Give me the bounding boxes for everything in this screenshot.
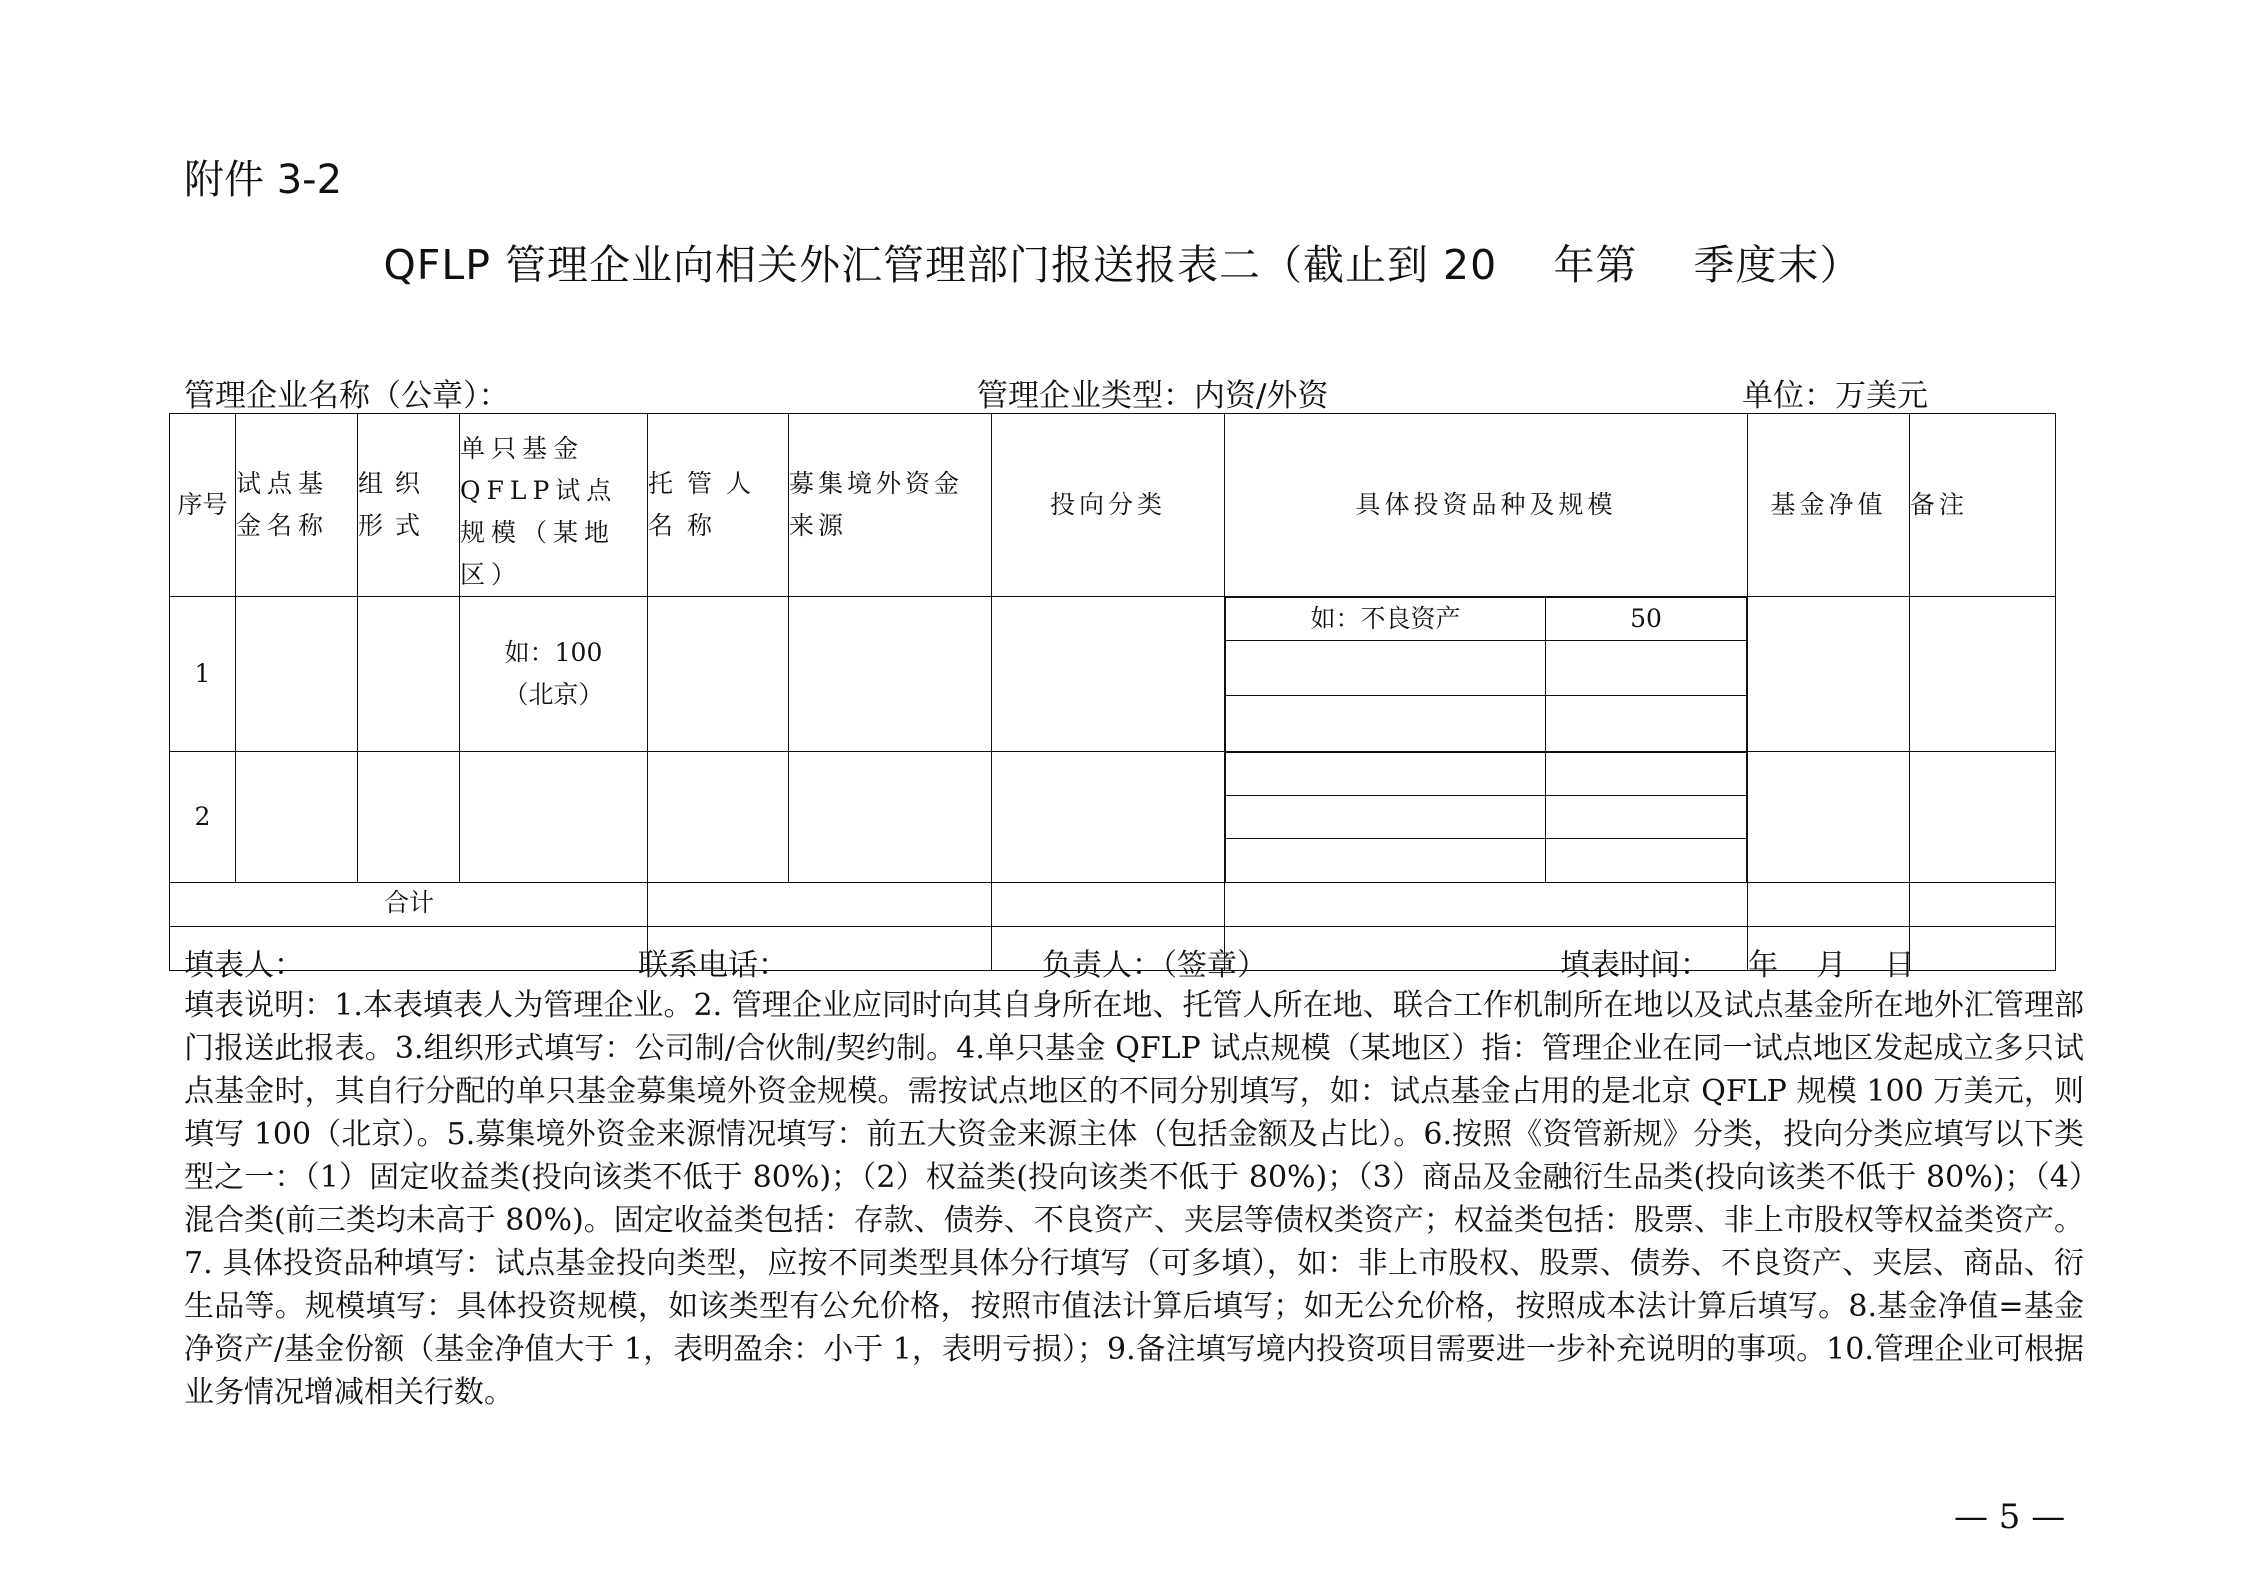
org-form-cell bbox=[358, 597, 460, 752]
detail-value bbox=[1546, 641, 1747, 696]
total-row bbox=[170, 882, 2056, 926]
detail-item bbox=[1226, 696, 1546, 751]
row-seq: 1 bbox=[170, 597, 236, 752]
company-type-label: 管理企业类型：内资/外资 bbox=[977, 378, 1329, 414]
total-cell bbox=[1910, 882, 2056, 926]
scale-cell bbox=[460, 597, 648, 752]
fund-name-cell bbox=[236, 752, 358, 883]
detail-item bbox=[1226, 796, 1546, 839]
details-subtable bbox=[1225, 597, 1747, 751]
scale-value: 如：100 bbox=[504, 638, 603, 667]
filler-label: 填表人： bbox=[184, 948, 304, 983]
fill-instructions: 填表说明：1.本表填表人为管理企业。2. 管理企业应同时向其自身所在地、托管人所在地、联合工作机制所在地以及试点基金所在地外汇管理部门报送此报表。3.组织形式填写：公司制/合伙制/契约制。4.单只基金 QFLP 试点规模（某地区）指：管理企业在同一试点地区发起成立多只试点基金时，其自行分配的单只基金募集境外资金规模。需按试点地区的不同分别填写，如：试点基金占用的是北京 QFLP 规模 100 万美元，则填写 100（北京）。5.募集境外资金来源情况填写：前五大资金来源主体（包括金额及占比）。6.按照《资管新规》分类，投向分类应填写以下类型之一：（1）固定收益类(投向该类不低于 80%)；（2）权益类(投向该类不低于 80%)；（3）商品及金融衍生品类(投向该类不低于 80%)；（4）混合类(前三类均未高于 80%)。固定收益类包括：存款、债券、不良资产、夹层等债权类资产；权益类包括：股票、非上市股权等权益类资产。7. 具体投资品种填写：试点基金投向类型，应按不同类型具体分行填写（可多填），如：非上市股权、股票、债券、不良资产、夹层、商品、衍生品等。规模填写：具体投资规模，如该类型有公允价格，按照市值法计算后填写；如无公允价格，按照成本法计算后填写。8.基金净值=基金净资产/基金份额（基金净值大于 1，表明盈余：小于 1，表明亏损）；9.备注填写境内投资项目需要进一步补充说明的事项。10.管理企业可根据业务情况增减相关行数。 bbox=[184, 988, 2084, 1410]
detail-value bbox=[1546, 839, 1747, 882]
detail-value bbox=[1546, 753, 1747, 796]
col-header-nav: 基金净值 bbox=[1748, 414, 1910, 597]
table-row bbox=[170, 597, 2056, 752]
source-cell bbox=[789, 752, 992, 883]
total-cell bbox=[1748, 882, 1910, 926]
remark-cell bbox=[1910, 597, 2056, 752]
details-subtable bbox=[1225, 752, 1747, 882]
col-header-scale: 单只基金QFLP试点规模（某地区） bbox=[460, 414, 648, 597]
detail-value bbox=[1546, 796, 1747, 839]
total-cell bbox=[992, 882, 1225, 926]
nav-cell bbox=[1748, 597, 1910, 752]
col-header-org-form: 组织形式 bbox=[358, 414, 460, 597]
col-header-source: 募集境外资金来源 bbox=[789, 414, 992, 597]
detail-value: 50 bbox=[1546, 598, 1747, 641]
fund-name-cell bbox=[236, 597, 358, 752]
blank-cell bbox=[1910, 926, 2056, 970]
col-header-seq: 序号 bbox=[170, 414, 236, 597]
col-header-details: 具体投资品种及规模 bbox=[1225, 414, 1748, 597]
direction-cell bbox=[992, 752, 1225, 883]
custodian-cell bbox=[648, 752, 789, 883]
nav-cell bbox=[1748, 752, 1910, 883]
total-cell bbox=[1225, 882, 1748, 926]
details-cell bbox=[1225, 752, 1748, 883]
company-name-label: 管理企业名称（公章）： bbox=[184, 378, 510, 414]
phone-label: 联系电话： bbox=[638, 948, 788, 983]
detail-item bbox=[1226, 753, 1546, 796]
remark-cell bbox=[1910, 752, 2056, 883]
col-header-custodian: 托管人名称 bbox=[648, 414, 789, 597]
report-table bbox=[169, 413, 2056, 971]
row-seq: 2 bbox=[170, 752, 236, 883]
col-header-fund-name: 试点基金名称 bbox=[236, 414, 358, 597]
scale-cell bbox=[460, 752, 648, 883]
col-header-remark: 备注 bbox=[1910, 414, 2056, 597]
source-cell bbox=[789, 597, 992, 752]
unit-label: 单位：万美元 bbox=[1742, 378, 1928, 414]
total-cell bbox=[648, 882, 992, 926]
fill-time-label: 填表时间： 年 月 日 bbox=[1560, 948, 1915, 983]
custodian-cell bbox=[648, 597, 789, 752]
total-label: 合计 bbox=[170, 882, 648, 926]
page-number: — 5 — bbox=[1954, 1497, 2066, 1537]
direction-cell bbox=[992, 597, 1225, 752]
table-row bbox=[170, 752, 2056, 883]
detail-item bbox=[1226, 641, 1546, 696]
org-form-cell bbox=[358, 752, 460, 883]
scale-region: （北京） bbox=[503, 680, 604, 709]
detail-item bbox=[1226, 839, 1546, 882]
details-cell bbox=[1225, 597, 1748, 752]
responsible-label: 负责人：（签章） bbox=[1042, 948, 1267, 983]
col-header-direction: 投向分类 bbox=[992, 414, 1225, 597]
attachment-label: 附件 3-2 bbox=[184, 157, 343, 203]
table-header-row bbox=[170, 414, 2056, 597]
detail-item: 如：不良资产 bbox=[1226, 598, 1546, 641]
detail-value bbox=[1546, 696, 1747, 751]
page-title: QFLP 管理企业向相关外汇管理部门报送报表二（截止到 20 年第 季度末） bbox=[383, 241, 1862, 289]
